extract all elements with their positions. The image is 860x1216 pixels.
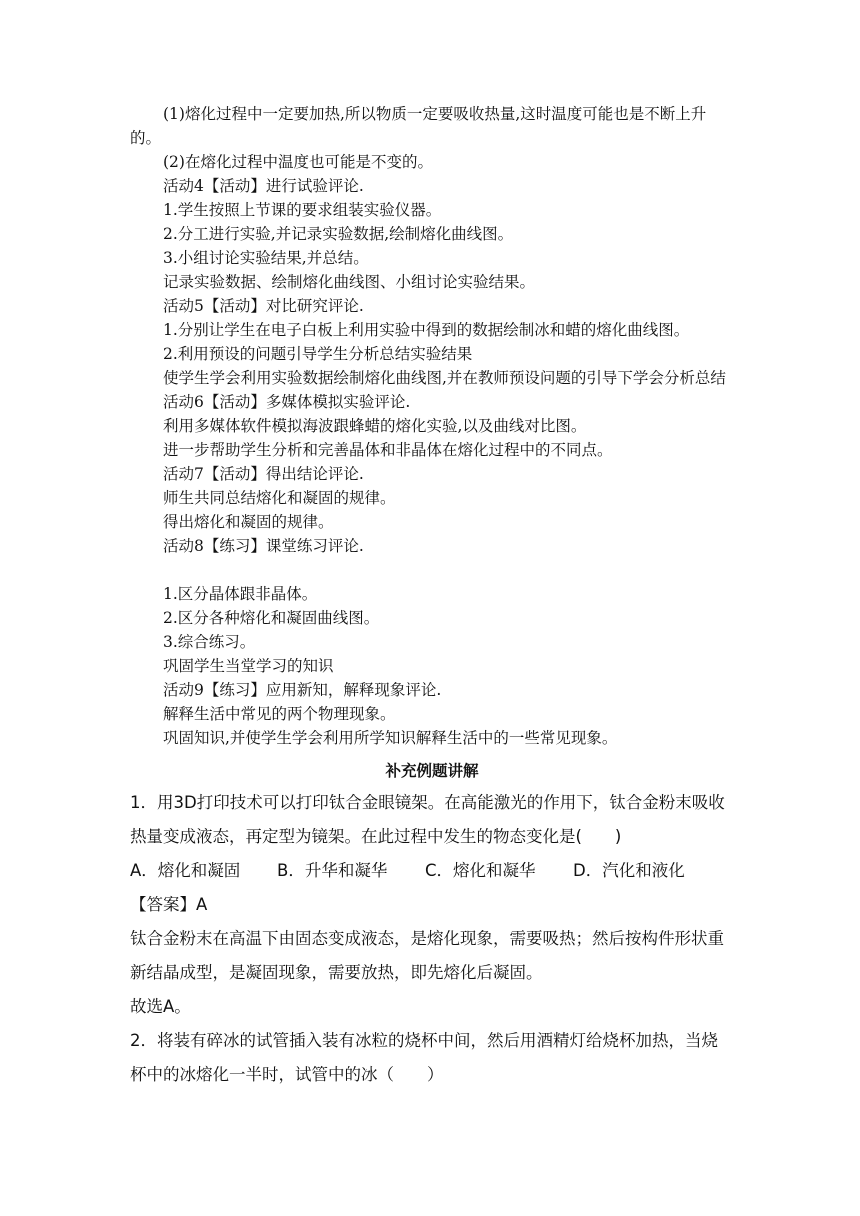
- paragraph: 记录实验数据、绘制熔化曲线图、小组讨论实验结果。: [163, 273, 536, 291]
- conclusion: 故选A。: [130, 997, 191, 1016]
- examples-body: [130, 786, 734, 1092]
- paragraph: 2.分工进行实验,并记录实验数据,绘制熔化曲线图。: [163, 225, 514, 243]
- paragraph: 3.综合练习。: [163, 633, 256, 651]
- question-1-options: [130, 854, 734, 888]
- answer: 【答案】A: [130, 895, 208, 914]
- activity-heading: 活动4【活动】进行试验评论.: [163, 177, 364, 195]
- paragraph: 1.分别让学生在电子白板上利用实验中得到的数据绘制冰和蜡的熔化曲线图。: [163, 321, 690, 339]
- paragraph: 巩固学生当堂学习的知识: [163, 657, 334, 675]
- activity-heading: 活动9【练习】应用新知，解释现象评论.: [163, 681, 442, 699]
- activity-heading: 活动7【活动】得出结论评论.: [163, 465, 364, 483]
- paragraph: (1)熔化过程中一定要加热,所以物质一定要吸收热量,这时温度可能也是不断上升的。: [130, 105, 707, 147]
- paragraph: 1.学生按照上节课的要求组装实验仪器。: [163, 201, 442, 219]
- paragraph: 进一步帮助学生分析和完善晶体和非晶体在熔化过程中的不同点。: [163, 441, 613, 459]
- paragraph: 使学生学会利用实验数据绘制熔化曲线图,并在教师预设问题的引导下学会分析总结: [163, 369, 726, 387]
- question-1: 1．用3D打印技术可以打印钛合金眼镜架。在高能激光的作用下，钛合金粉末吸收热量变成液态，再定型为镜架。在此过程中发生的物态变化是( ): [130, 793, 725, 846]
- explanation: 钛合金粉末在高温下由固态变成液态，是熔化现象，需要吸热；然后按构件形状重新结晶成型，是凝固现象，需要放热，即先熔化后凝固。: [130, 929, 724, 982]
- paragraph: 利用多媒体软件模拟海波跟蜂蜡的熔化实验,以及曲线对比图。: [163, 417, 587, 435]
- paragraph: 师生共同总结熔化和凝固的规律。: [163, 489, 396, 507]
- activity-heading: 活动5【活动】对比研究评论.: [163, 297, 364, 315]
- option-a: A．熔化和凝固: [130, 861, 241, 880]
- activity-heading: 活动8【练习】课堂练习评论.: [163, 537, 364, 555]
- paragraph: 3.小组讨论实验结果,并总结。: [163, 249, 369, 267]
- option-b: B．升华和凝华: [277, 861, 388, 880]
- paragraph: 2.利用预设的问题引导学生分析总结实验结果: [163, 345, 473, 363]
- activity-heading: 活动6【活动】多媒体模拟实验评论.: [163, 393, 411, 411]
- lesson-body: [130, 102, 734, 750]
- paragraph: (2)在熔化过程中温度也可能是不变的。: [163, 153, 433, 171]
- paragraph: 得出熔化和凝固的规律。: [163, 513, 334, 531]
- section-title: 补充例题讲解: [385, 762, 479, 780]
- paragraph: 1.区分晶体跟非晶体。: [163, 585, 318, 603]
- paragraph: 巩固知识,并使学生学会利用所学知识解释生活中的一些常见现象。: [163, 729, 618, 747]
- option-d: D．汽化和液化: [573, 861, 685, 880]
- option-c: C．熔化和凝华: [425, 861, 536, 880]
- paragraph: 解释生活中常见的两个物理现象。: [163, 705, 396, 723]
- blank-line: [130, 558, 734, 582]
- question-2: 2．将装有碎冰的试管插入装有冰粒的烧杯中间，然后用酒精灯给烧杯加热，当烧杯中的冰熔化一半时，试管中的冰（ ）: [130, 1031, 718, 1084]
- paragraph: 2.区分各种熔化和凝固曲线图。: [163, 609, 380, 627]
